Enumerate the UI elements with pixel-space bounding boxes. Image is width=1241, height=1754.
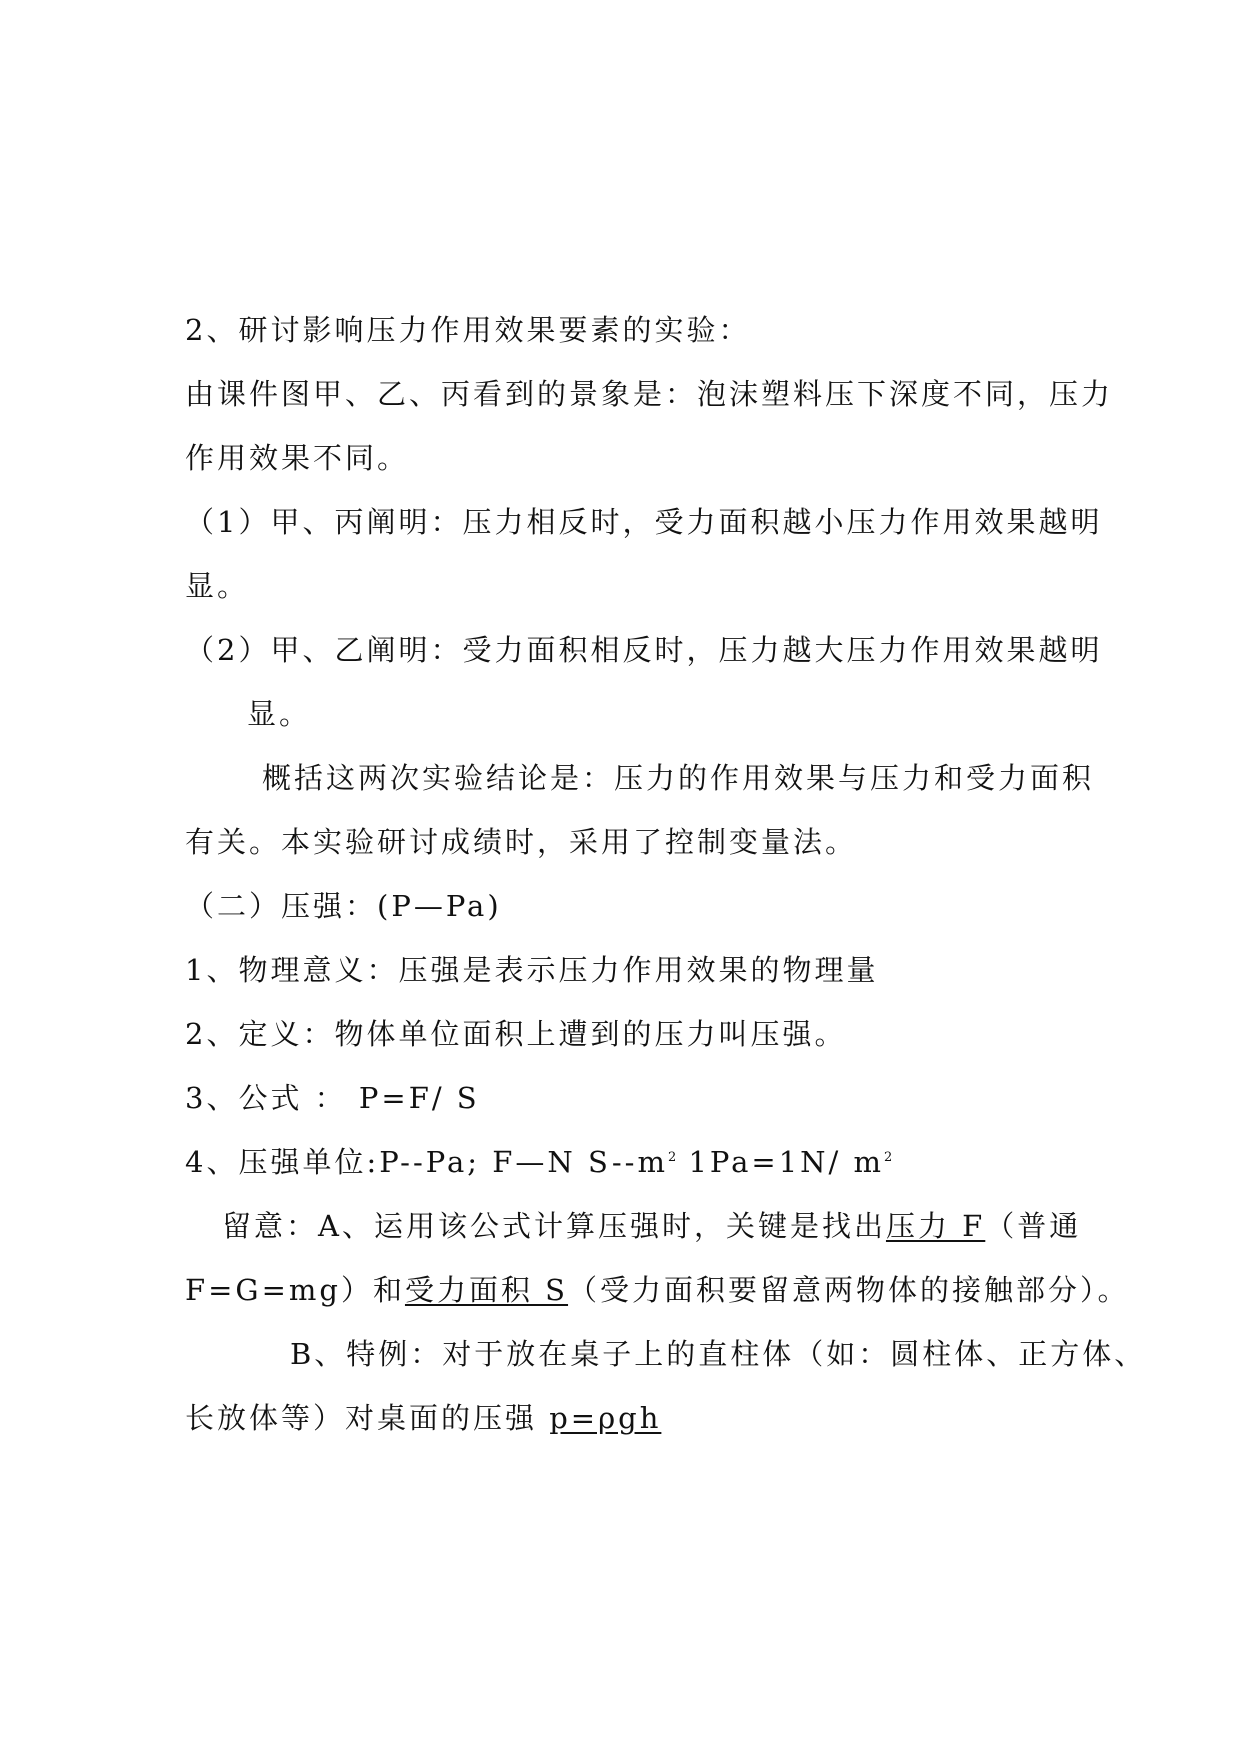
note-b-line-2 [185,1398,661,1438]
item-formula: 3、公式 ： P=F/ S [185,1081,480,1115]
units-superscript-2: 2 [884,1150,893,1165]
section-heading-experiment: 2、研讨影响压力作用效果要素的实验： [185,313,751,347]
note-b-line-1: B、特例：对于放在桌子上的直柱体（如：圆柱体、正方体、 [290,1337,1147,1371]
item-units [185,1142,892,1182]
note-a-line-2 [185,1270,1130,1310]
note-b-underline-formula: p=ρgh [549,1401,662,1435]
summary-line-2: 有关。本实验研讨成绩时，采用了控制变量法。 [185,825,858,859]
conclusion-2-line-2: 显。 [247,697,312,731]
paragraph-observation-line-2: 作用效果不同。 [185,441,410,475]
units-superscript-1: 2 [667,1150,677,1165]
note-a-underline-force: 压力 F [885,1209,986,1243]
note-a-text-1: 留意：A、运用该公式计算压强时，关键是找出 [222,1209,886,1243]
summary-line-1: 概括这两次实验结论是：压力的作用效果与压力和受力面积 [262,761,1095,795]
note-a2-underline-area: 受力面积 S [404,1273,569,1307]
conclusion-2-line-1: （2）甲、乙阐明：受力面积相反时，压力越大压力作用效果越明 [185,633,1103,667]
units-text-2: 1Pa=1N/ m [676,1145,885,1179]
note-a2-text-1: F=G=mg）和 [185,1273,405,1307]
conclusion-1-line-1: （1）甲、丙阐明：压力相反时，受力面积越小压力作用效果越明 [185,505,1103,539]
section-heading-pressure: （二）压强：(P—Pa) [185,889,502,923]
note-b-text-1: 长放体等）对桌面的压强 [185,1401,550,1435]
item-physical-meaning: 1、物理意义：压强是表示压力作用效果的物理量 [185,953,879,987]
note-a2-text-2: （受力面积要留意两物体的接触部分）。 [568,1273,1130,1307]
paragraph-observation-line-1: 由课件图甲、乙、丙看到的景象是：泡沫塑料压下深度不同，压力 [185,377,1114,411]
conclusion-1-line-2: 显。 [185,569,250,603]
note-a-line-1 [222,1206,1081,1246]
item-definition: 2、定义：物体单位面积上遭到的压力叫压强。 [185,1017,847,1051]
note-a-text-2: （普通 [985,1209,1082,1243]
units-text-1: 4、压强单位:P--Pa; F—N S--m [185,1145,668,1179]
